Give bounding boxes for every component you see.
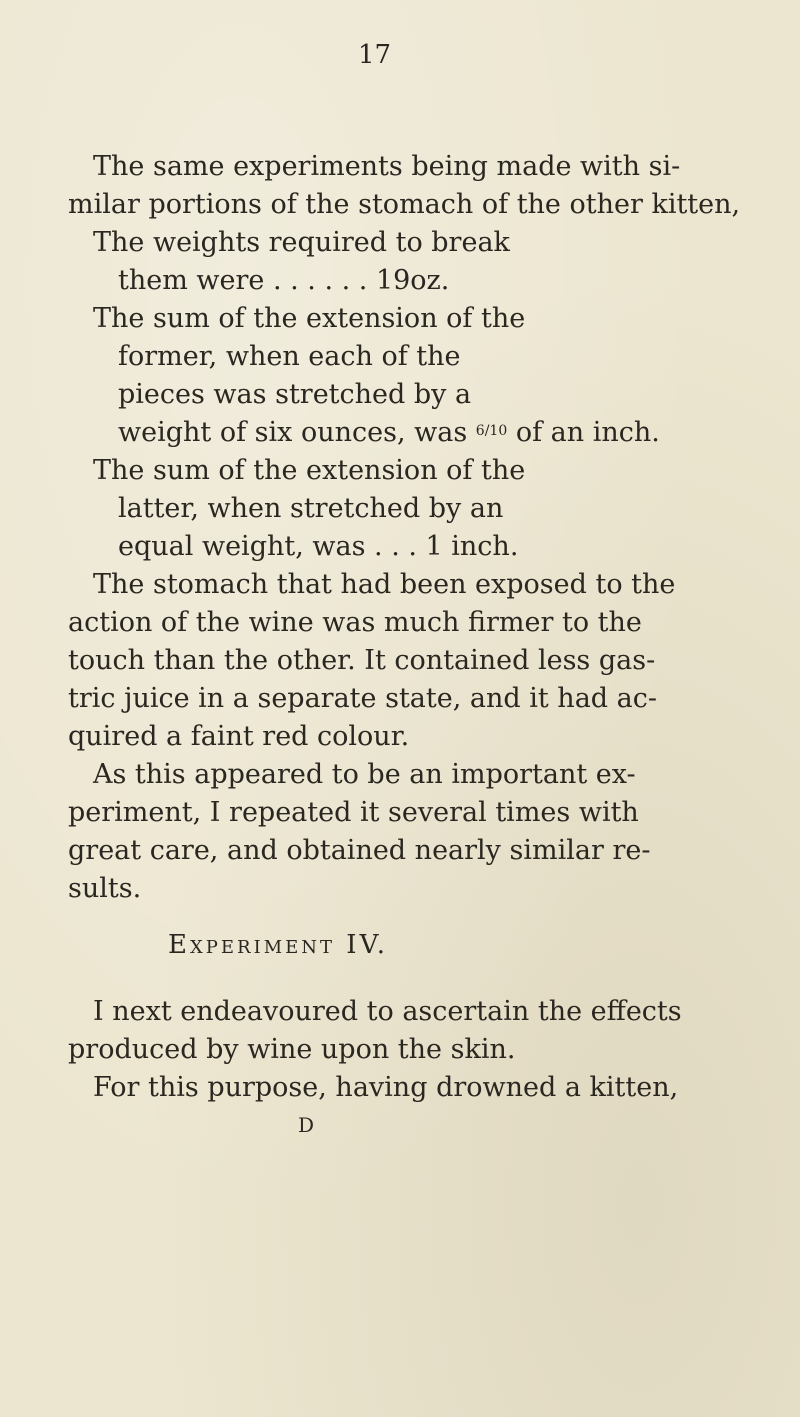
- text-line: The weights required to break: [93, 227, 510, 258]
- text-line: latter, when stretched by an: [118, 493, 504, 524]
- text-line: tric juice in a separate state, and it had ac-: [68, 683, 658, 714]
- text-line: former, when each of the: [118, 341, 461, 372]
- text-line: touch than the other. It contained less gas-: [68, 645, 656, 676]
- text-line: them were . . . . . . 19oz.: [118, 265, 450, 296]
- text-line: quired a faint red colour.: [68, 721, 410, 752]
- signature-mark: D: [298, 1113, 315, 1137]
- section-heading: Experiment IV.: [168, 930, 389, 960]
- page-number: 17: [358, 40, 392, 70]
- text-segment: of an inch.: [515, 417, 660, 448]
- text-line: produced by wine upon the skin.: [68, 1034, 516, 1065]
- text-line: The stomach that had been exposed to the: [93, 569, 676, 600]
- text-line: equal weight, was . . . 1 inch.: [118, 531, 519, 562]
- text-line: The sum of the extension of the: [93, 303, 526, 334]
- text-line: action of the wine was much firmer to the: [68, 607, 642, 638]
- text-line: [118, 416, 660, 450]
- text-line: great care, and obtained nearly similar re-: [68, 835, 651, 866]
- fraction: 6/10: [475, 423, 508, 439]
- text-line: For this purpose, having drowned a kitten,: [93, 1072, 679, 1103]
- text-line: The sum of the extension of the: [93, 455, 526, 486]
- text-line: milar portions of the stomach of the other kitten,: [68, 189, 741, 220]
- text-segment: weight of six ounces, was: [118, 417, 468, 448]
- text-line: pieces was stretched by a: [118, 379, 472, 410]
- text-line: I next endeavoured to ascertain the effects: [93, 996, 682, 1027]
- text-line: As this appeared to be an important ex-: [93, 759, 636, 790]
- text-line: periment, I repeated it several times with: [68, 797, 639, 828]
- text-line: sults.: [68, 873, 142, 904]
- text-line: The same experiments being made with si-: [93, 151, 681, 182]
